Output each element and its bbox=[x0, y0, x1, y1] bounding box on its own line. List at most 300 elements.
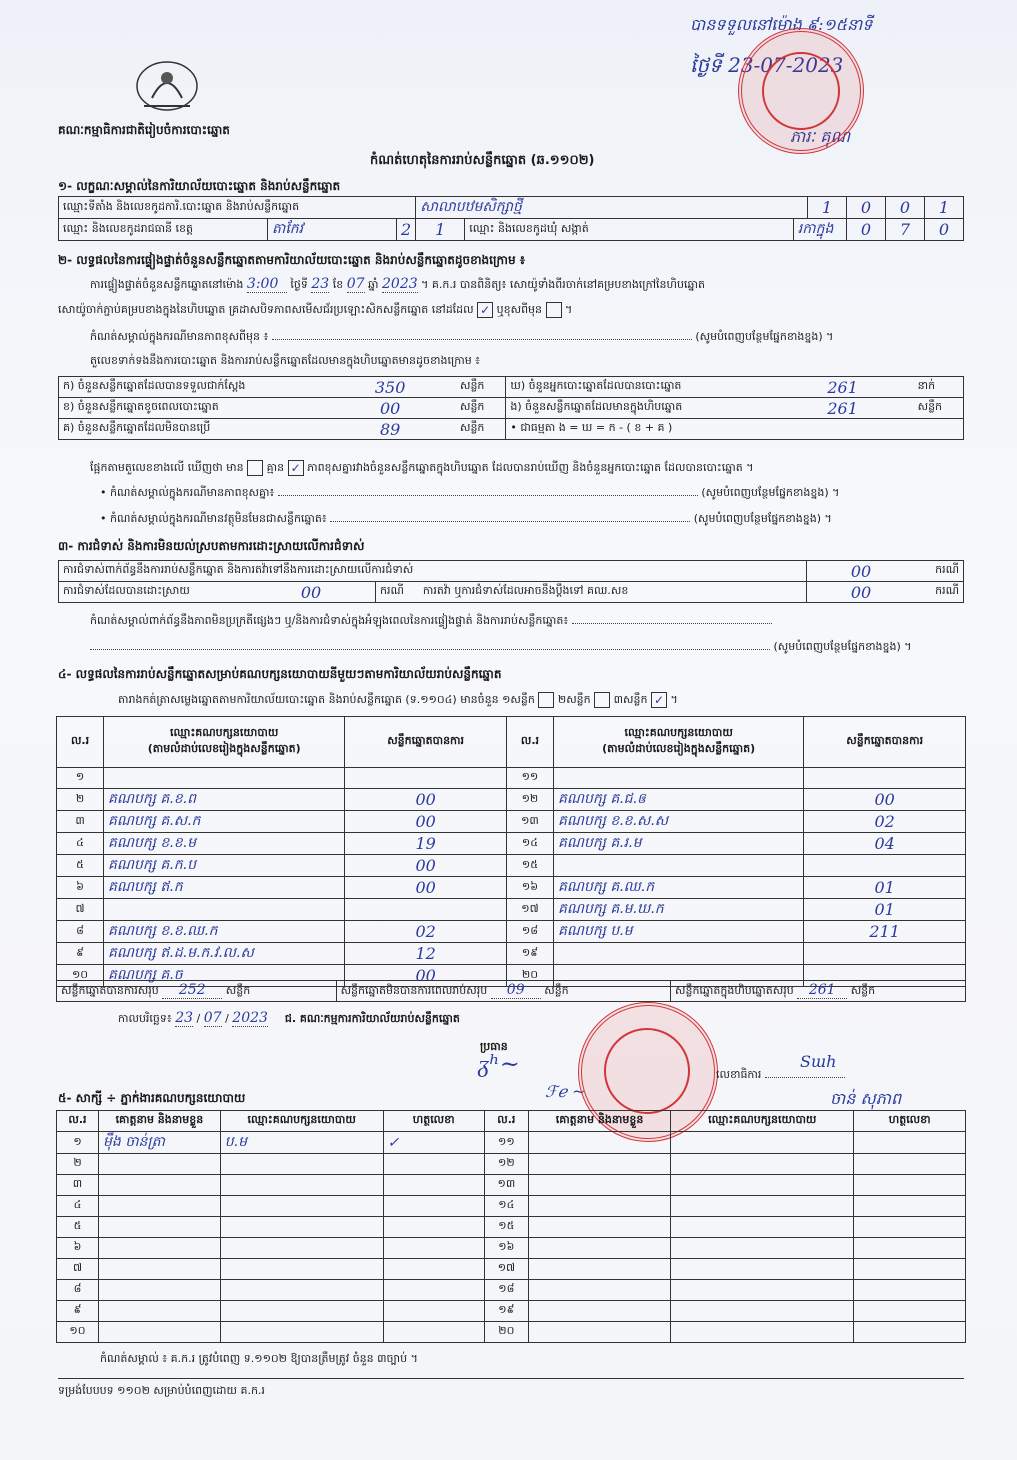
s5-row-party bbox=[220, 1280, 383, 1301]
s4-date-year: 2023 bbox=[232, 1010, 268, 1026]
s5-row-no: ១៦ bbox=[484, 1238, 528, 1259]
s3-r2b-cell bbox=[376, 582, 807, 603]
s5-col-no-right: ល.រ bbox=[484, 1111, 528, 1132]
s4-two-label: ២សន្លឹក bbox=[557, 693, 591, 706]
s2-bullet2 bbox=[100, 512, 832, 528]
s4-row-party: គណបក្ស គ.ស.ក bbox=[104, 811, 345, 833]
s4-result-row bbox=[57, 877, 966, 899]
s3-r1-unit: ករណី bbox=[915, 561, 964, 582]
committee-signature: ℱℯ ~ bbox=[545, 1082, 586, 1101]
s4-total-valid-unit: សន្លឹក bbox=[225, 984, 251, 997]
s5-row-name bbox=[98, 1175, 220, 1196]
s4-col-party-left-sub: (តាមលំដាប់លេខរៀងក្នុងសន្លឹកឆ្នោត) bbox=[147, 742, 301, 755]
secretary-signature: Sɯh bbox=[800, 1052, 837, 1071]
s2-row bbox=[59, 377, 964, 398]
s5-row-no: ៧ bbox=[57, 1259, 99, 1280]
s4-row-votes: 00 bbox=[345, 877, 507, 899]
s4-row-party: គណបក្ស គ.ច bbox=[104, 965, 345, 987]
s4-intro: តារាងកត់ត្រាសម្លេងឆ្នោតតាមការិយាល័យបោះឆ្នោត និងរាប់សន្លឹកឆ្នោត (ទ.១១០៤) មានចំនួន ១សន្លឹក ២សន្លឹក ៣សន្លឹក ✓ ។ bbox=[118, 693, 678, 707]
s1-title: ១- លក្ខណៈសម្គាល់នៃការិយាល័យបោះឆ្នោត និងរាប់សន្លឹកឆ្នោត bbox=[58, 179, 341, 193]
s4-row-votes: 00 bbox=[345, 789, 507, 811]
s5-row-party bbox=[671, 1217, 854, 1238]
s4-totals-table bbox=[56, 980, 966, 1002]
s2-row bbox=[59, 419, 964, 440]
s4-row-votes: 01 bbox=[804, 899, 966, 921]
s5-row-name bbox=[528, 1132, 670, 1154]
s4-row-no: ១៨ bbox=[506, 921, 553, 943]
s5-row-no: ៨ bbox=[57, 1280, 99, 1301]
s5-witness-row bbox=[57, 1132, 966, 1154]
s5-row-signature bbox=[383, 1238, 484, 1259]
official-seal-top bbox=[738, 28, 864, 154]
s4-title: ៤- លទ្ធផលនៃការរាប់សន្លឹកឆ្នោតសម្រាប់គណបក្សនយោបាយនីមួយៗតាមការិយាល័យរាប់សន្លឹកឆ្នោត bbox=[58, 667, 502, 681]
s5-row-no: ១១ bbox=[484, 1132, 528, 1154]
s5-row-no: ១៥ bbox=[484, 1217, 528, 1238]
s5-col-name-left: គោត្តនាម និងនាមខ្លួន bbox=[98, 1111, 220, 1132]
s2-row-a-unit: សន្លឹក bbox=[456, 377, 506, 398]
s5-row-name bbox=[98, 1217, 220, 1238]
s5-row-signature bbox=[383, 1217, 484, 1238]
s5-row-name bbox=[98, 1301, 220, 1322]
s1-row1-label: ឈ្មោះទីតាំង និងលេខកូដការិ.បោះឆ្នោត និងរាប់សន្លឹកឆ្នោត bbox=[59, 197, 416, 219]
s1-table bbox=[58, 196, 964, 241]
s5-col-sig-left: ហត្ថលេខា bbox=[383, 1111, 484, 1132]
s3-r2a-value: 00 bbox=[247, 582, 376, 603]
s5-row-party bbox=[671, 1132, 854, 1154]
s4-row-party: គណបក្ស ឥ.ក bbox=[104, 877, 345, 899]
s5-row-signature bbox=[383, 1154, 484, 1175]
s5-row-signature bbox=[383, 1322, 484, 1343]
changed-checkbox[interactable] bbox=[546, 302, 562, 318]
s4-row-party: គណបក្ស ខ.ខ.ស.ស bbox=[553, 811, 803, 833]
s1-row2-value2: រកាក្នុង bbox=[793, 219, 846, 241]
s2-fill-more-2: (សូមបំពេញបន្ថែមផ្នែកខាងខ្នង) ។ bbox=[701, 486, 840, 499]
s5-row-name bbox=[528, 1238, 670, 1259]
s2-check-label: ផ្អែកតាមតួលេខខាងលើ ឃើញថា មាន bbox=[90, 461, 244, 474]
s2-title: ២- លទ្ធផលនៃការផ្ទៀងផ្ទាត់ចំនួនសន្លឹកឆ្នោតតាមការិយាល័យបោះឆ្នោត និងរាប់សន្លឹកឆ្នោតដូចខាងក្រោម ៖ bbox=[58, 253, 526, 267]
s4-date-day: 23 bbox=[175, 1010, 194, 1026]
s4-result-row bbox=[57, 789, 966, 811]
s1-row2-code-1: 2 bbox=[397, 219, 416, 241]
s3-title: ៣- ការជំទាស់ និងការមិនយល់ស្របតាមការដោះស្រាយលើការជំទាស់ bbox=[58, 539, 365, 553]
s5-col-no-left: ល.រ bbox=[57, 1111, 99, 1132]
s2-text-or: ឬខុសពីមុន bbox=[496, 303, 543, 316]
s1-row2-code2-3: 0 bbox=[925, 219, 964, 241]
s5-witness-row bbox=[57, 1196, 966, 1217]
s5-row-party bbox=[220, 1196, 383, 1217]
form-footer: ទម្រង់បែបបទ ១១០២ សម្រាប់បំពេញដោយ គ.ក.រ bbox=[58, 1384, 265, 1397]
s5-row-no: ២ bbox=[57, 1154, 99, 1175]
s4-result-row bbox=[57, 855, 966, 877]
s2-row-b-value: 00 bbox=[324, 398, 456, 419]
s4-total-invalid bbox=[336, 981, 670, 1002]
s5-row-signature bbox=[854, 1154, 966, 1175]
s5-row-party: ប.ម bbox=[220, 1132, 383, 1154]
s2-row-a-value: 350 bbox=[324, 377, 456, 398]
s4-results-table bbox=[56, 716, 966, 987]
s4-row-no: ១៤ bbox=[506, 833, 553, 855]
s5-row-no: ១ bbox=[57, 1132, 99, 1154]
s4-date-label: កាលបរិច្ឆេទ៖ bbox=[118, 1012, 172, 1025]
s2-bullet1-label: • កំណត់សម្គាល់ក្នុងករណីមានភាពខុសគ្នា៖ bbox=[100, 486, 275, 499]
s4-row-votes bbox=[804, 768, 966, 789]
s2-text-a: ការផ្ទៀងផ្ទាត់ចំនួនសន្លឹកឆ្នោតនៅម៉ោង bbox=[90, 278, 244, 291]
s4-row-party: គណបក្ស ខ.ខ.ម bbox=[104, 833, 345, 855]
s5-row-signature bbox=[854, 1196, 966, 1217]
s3-r1-label: ការជំទាស់ពាក់ព័ន្ធនឹងការរាប់សន្លឹកឆ្នោត និងការតវ៉ាទៅនឹងការដោះស្រាយលើការជំទាស់ bbox=[59, 561, 807, 582]
s5-witness-row bbox=[57, 1301, 966, 1322]
two-sheet-checkbox[interactable] bbox=[594, 692, 610, 708]
s5-row-signature bbox=[383, 1175, 484, 1196]
s4-total-invalid-label: សន្លឹកឆ្នោតមិនបានការពេលរាប់សរុប bbox=[340, 984, 488, 997]
s5-row-no: ១០ bbox=[57, 1322, 99, 1343]
s3-r2b-unit: ករណី bbox=[915, 582, 964, 603]
s2-month: 07 bbox=[346, 276, 365, 292]
s5-row-signature bbox=[383, 1259, 484, 1280]
s5-col-sig-right: ហត្ថលេខា bbox=[854, 1111, 966, 1132]
s4-result-row bbox=[57, 943, 966, 965]
s4-row-no: ១៦ bbox=[506, 877, 553, 899]
s1-row2-code2-2: 7 bbox=[886, 219, 925, 241]
s1-row1-code-1: 1 bbox=[808, 197, 847, 219]
s5-row-no: ១៩ bbox=[484, 1301, 528, 1322]
s3-fill-more-line bbox=[90, 640, 912, 656]
s4-committee: ជ. គណៈកម្មការការិយាល័យរាប់សន្លឹកឆ្នោត bbox=[284, 1012, 460, 1025]
doc-title: កំណត់ហេតុនៃការរាប់សន្លឹកឆ្នោត (ឆ.១១០២) bbox=[370, 153, 595, 168]
s2-text-p2: សោយ៉ូចាក់ភ្ជាប់គម្របខាងក្នុងនៃហិបឆ្នោត គ្រដាសបិទភាពសមើសជ័រប្រឡោះសិកសន្លឹកឆ្នោត នៅដដែល bbox=[58, 303, 474, 316]
s2-formula: • ជាធម្មតា ង = ឃ = ក - ( ខ + គ ) bbox=[506, 419, 964, 440]
s4-row-votes bbox=[345, 899, 507, 921]
s2-row-e-unit: សន្លឹក bbox=[914, 398, 964, 419]
s3-r2b-label: ការតវ៉ា ឬការជំទាស់ដែលអាចនឹងប្តឹងទៅ គឈ.សខ bbox=[422, 584, 629, 597]
s2-text-b: ថ្ងៃទី bbox=[290, 278, 308, 291]
s4-row-party: គណបក្ស គ.ម.ឃ.ក bbox=[553, 899, 803, 921]
s2-row-b-label: ខ) ចំនួនសន្លឹកឆ្នោតខូចពេលបោះឆ្នោត bbox=[59, 398, 325, 419]
s2-row-d-label: ឃ) ចំនួនអ្នកបោះឆ្នោតដែលបានបោះឆ្នោត bbox=[506, 377, 772, 398]
s5-witness-row bbox=[57, 1238, 966, 1259]
s4-col-party-left bbox=[104, 717, 345, 768]
s5-row-no: ១៣ bbox=[484, 1175, 528, 1196]
s2-note1-label: កំណត់សម្គាល់ក្នុងករណីមានភាពខុសពីមុន ៖ bbox=[90, 330, 269, 343]
s4-col-party-right-sub: (តាមលំដាប់លេខរៀងក្នុងសន្លឹកឆ្នោត) bbox=[602, 742, 756, 755]
s4-result-row bbox=[57, 811, 966, 833]
s5-row-no: ១៤ bbox=[484, 1196, 528, 1217]
s2-row-c-unit: សន្លឹក bbox=[456, 419, 506, 440]
s4-row-no: ៨ bbox=[57, 921, 104, 943]
s4-row-no: ១១ bbox=[506, 768, 553, 789]
s4-col-no-left: ល.រ bbox=[57, 717, 104, 768]
s4-row-party: គណបក្ស គ.ខ.ព bbox=[104, 789, 345, 811]
s4-row-votes: 04 bbox=[804, 833, 966, 855]
s2-row-e-value: 261 bbox=[772, 398, 914, 419]
s5-row-name bbox=[528, 1280, 670, 1301]
s4-row-party: គណបក្ស ប.ម bbox=[553, 921, 803, 943]
s5-row-signature bbox=[854, 1217, 966, 1238]
s2-seal-line: សោយ៉ូចាក់ភ្ជាប់គម្របខាងក្នុងនៃហិបឆ្នោត គ្រដាសបិទភាពសមើសជ័រប្រឡោះសិកសន្លឹកឆ្នោត នៅដដែល ✓ ឬខុសពីមុន ។ bbox=[58, 303, 573, 317]
s5-row-signature bbox=[854, 1259, 966, 1280]
s2-text-e: ។ គ.ក.រ បានពិនិត្យ៖ សោយ៉ូទាំងពីរចាក់នៅគម្របខាងក្រៅនៃហិបឆ្នោត bbox=[421, 278, 705, 291]
s4-col-votes-right: សន្លឹកឆ្នោតបានការ bbox=[804, 717, 966, 768]
s4-three-label: ៣សន្លឹក bbox=[613, 693, 648, 706]
s5-witness-row bbox=[57, 1217, 966, 1238]
s4-row-votes bbox=[345, 768, 507, 789]
s2-row-e-label: ង) ចំនួនសន្លឹកឆ្នោតដែលមានក្នុងហិបឆ្នោត bbox=[506, 398, 772, 419]
s5-row-no: ៥ bbox=[57, 1217, 99, 1238]
s4-col-no-right: ល.រ bbox=[506, 717, 553, 768]
s2-check-rest: ភាពខុសគ្នារវាងចំនួនសន្លឹកឆ្នោតក្នុងហិបឆ្នោត ដែលបានរាប់ឃើញ និងចំនួនអ្នកបោះឆ្នោត ដែលបានបោះឆ្នោត ។ bbox=[307, 461, 754, 474]
received-signature: ភារៈ គុណ bbox=[790, 127, 850, 146]
s2-row-d-unit: នាក់ bbox=[914, 377, 964, 398]
s5-row-party bbox=[220, 1301, 383, 1322]
s3-fill-more: (សូមបំពេញបន្ថែមផ្នែកខាងខ្នង) ។ bbox=[773, 640, 912, 653]
s1-row1-value: សាលាបឋមសិក្សាថ្មី bbox=[416, 197, 808, 219]
secretary-label: លេខាធិការ bbox=[716, 1068, 762, 1081]
s5-row-party bbox=[220, 1217, 383, 1238]
s5-row-name bbox=[98, 1280, 220, 1301]
s4-total-invalid-unit: សន្លឹក bbox=[544, 984, 569, 997]
s1-row1-code-4: 1 bbox=[925, 197, 964, 219]
s5-row-signature bbox=[383, 1280, 484, 1301]
s2-year: 2023 bbox=[382, 276, 418, 292]
s5-col-name-right: គោត្តនាម និងនាមខ្លួន bbox=[528, 1111, 670, 1132]
chair-label: ប្រធាន bbox=[480, 1040, 508, 1053]
s2-row-c-value: 89 bbox=[324, 419, 456, 440]
s4-row-votes: 00 bbox=[804, 789, 966, 811]
s4-row-party: គណបក្ស គ.ក.ប bbox=[104, 855, 345, 877]
s4-row-votes: 00 bbox=[345, 965, 507, 987]
s5-row-name: ម៉ឹង ចាន់ត្រា bbox=[98, 1132, 220, 1154]
s4-date-month: 07 bbox=[203, 1010, 222, 1026]
difference-yes-checkbox[interactable] bbox=[247, 460, 263, 476]
s4-row-party: គណបក្ស គ.ជ.ឲ bbox=[553, 789, 803, 811]
s5-row-signature: ✓ bbox=[383, 1132, 484, 1154]
s2-check-no-label: គ្មាន bbox=[266, 461, 285, 474]
s2-verify-line bbox=[90, 276, 705, 294]
s4-result-row bbox=[57, 768, 966, 789]
s4-row-votes: 00 bbox=[345, 855, 507, 877]
s4-total-invalid-value: 09 bbox=[491, 982, 541, 999]
s4-row-party bbox=[104, 768, 345, 789]
s5-row-name bbox=[98, 1259, 220, 1280]
chair-signature: ᵹʰ~ bbox=[478, 1050, 520, 1078]
s5-row-name bbox=[98, 1154, 220, 1175]
s4-row-party bbox=[553, 943, 803, 965]
s4-row-party: គណបក្ស ខ.ខ.ឈ.ក bbox=[104, 921, 345, 943]
s2-bullet2-label: • កំណត់សម្គាល់ក្នុងករណីមានវត្ថុមិនមែនជាសន្លឹកឆ្នោត៖ bbox=[100, 512, 327, 525]
s3-r2a-unit: ករណី bbox=[380, 584, 404, 597]
s5-row-signature bbox=[854, 1322, 966, 1343]
s4-result-row bbox=[57, 899, 966, 921]
s4-row-party: គណបក្ស គ.រ.ម bbox=[553, 833, 803, 855]
s2-intro: តួលេខទាក់ទងនឹងការបោះឆ្នោត និងការរាប់សន្លឹកឆ្នោតដែលមានក្នុងហិបឆ្នោតមានដូចខាងក្រោម ៖ bbox=[90, 354, 481, 367]
s4-total-valid bbox=[57, 981, 337, 1002]
s4-date-line: កាលបរិច្ឆេទ៖ 23 / 07 / 2023 ជ. គណៈកម្មការការិយាល័យរាប់សន្លឹកឆ្នោត bbox=[118, 1010, 460, 1026]
s4-col-party-right bbox=[553, 717, 803, 768]
s4-row-no: ១៩ bbox=[506, 943, 553, 965]
s5-row-party bbox=[671, 1238, 854, 1259]
s5-row-no: ១៨ bbox=[484, 1280, 528, 1301]
s3-note bbox=[90, 614, 772, 630]
s5-row-party bbox=[671, 1280, 854, 1301]
s2-text-c: ខែ bbox=[332, 278, 344, 291]
s3-r2a-label: ការជំទាស់ដែលបានដោះស្រាយ bbox=[59, 582, 248, 603]
s4-row-no: ៤ bbox=[57, 833, 104, 855]
footer-divider bbox=[58, 1378, 964, 1379]
s5-row-no: ៦ bbox=[57, 1238, 99, 1259]
s5-row-name bbox=[528, 1175, 670, 1196]
one-sheet-checkbox[interactable] bbox=[538, 692, 554, 708]
s4-row-no: ៦ bbox=[57, 877, 104, 899]
s5-row-name bbox=[98, 1196, 220, 1217]
s5-witness-row bbox=[57, 1154, 966, 1175]
three-sheet-checkbox[interactable]: ✓ bbox=[651, 692, 667, 708]
s4-row-votes: 19 bbox=[345, 833, 507, 855]
s5-row-party bbox=[220, 1259, 383, 1280]
s4-row-votes: 01 bbox=[804, 877, 966, 899]
s5-row-signature bbox=[854, 1132, 966, 1154]
s5-row-name bbox=[528, 1196, 670, 1217]
s5-witness-row bbox=[57, 1259, 966, 1280]
s4-result-row bbox=[57, 921, 966, 943]
s2-text-d: ឆ្នាំ bbox=[368, 278, 379, 291]
s4-col-votes-left: សន្លឹកឆ្នោតបានការ bbox=[345, 717, 507, 768]
same-checkbox[interactable]: ✓ bbox=[477, 302, 493, 318]
s5-row-party bbox=[671, 1259, 854, 1280]
s4-row-no: ៣ bbox=[57, 811, 104, 833]
s2-row-b-unit: សន្លឹក bbox=[456, 398, 506, 419]
s1-row1-code-2: 0 bbox=[847, 197, 886, 219]
s2-row bbox=[59, 398, 964, 419]
s4-total-valid-label: សន្លឹកឆ្នោតបានការសរុប bbox=[61, 984, 159, 997]
s5-row-no: ៩ bbox=[57, 1301, 99, 1322]
s5-col-party-right: ឈ្មោះគណបក្សនយោបាយ bbox=[671, 1111, 854, 1132]
s5-row-party bbox=[220, 1322, 383, 1343]
s4-row-votes bbox=[804, 943, 966, 965]
s5-row-no: ៣ bbox=[57, 1175, 99, 1196]
s5-witness-row bbox=[57, 1322, 966, 1343]
s4-row-no: ២ bbox=[57, 789, 104, 811]
s4-row-no: ៧ bbox=[57, 899, 104, 921]
s4-col-party-left-title: ឈ្មោះគណបក្សនយោបាយ bbox=[170, 726, 279, 739]
difference-no-checkbox[interactable]: ✓ bbox=[288, 460, 304, 476]
s5-title: ៥- សាក្សី ÷ ភ្នាក់ងារគណបក្សនយោបាយ bbox=[58, 1091, 246, 1105]
s5-row-no: ២០ bbox=[484, 1322, 528, 1343]
s4-col-party-right-title: ឈ្មោះគណបក្សនយោបាយ bbox=[624, 726, 733, 739]
nec-logo bbox=[132, 58, 202, 118]
s5-row-party bbox=[671, 1175, 854, 1196]
s5-col-party-left: ឈ្មោះគណបក្សនយោបាយ bbox=[220, 1111, 383, 1132]
s1-row2-label2: ឈ្មោះ និងលេខកូដឃុំ សង្កាត់ bbox=[465, 219, 794, 241]
s5-row-party bbox=[671, 1301, 854, 1322]
s2-figures-table bbox=[58, 376, 964, 440]
s5-row-name bbox=[98, 1238, 220, 1259]
s2-fill-more-1: (សូមបំពេញបន្ថែមផ្នែកខាងខ្នង) ។ bbox=[695, 330, 834, 343]
s3-table bbox=[58, 560, 964, 603]
secretary-name: ចាន់ សុភាព bbox=[830, 1089, 902, 1108]
s3-r2b-value: 00 bbox=[807, 582, 916, 603]
s4-row-votes: 02 bbox=[804, 811, 966, 833]
received-note-line2: ថ្ងៃទី 23-07-2023 bbox=[690, 53, 844, 77]
s4-intro-text: តារាងកត់ត្រាសម្លេងឆ្នោតតាមការិយាល័យបោះឆ្នោត និងរាប់សន្លឹកឆ្នោត (ទ.១១០៤) មានចំនួន ១សន្លឹក bbox=[118, 693, 535, 706]
s5-row-name bbox=[528, 1322, 670, 1343]
s2-row-d-value: 261 bbox=[772, 377, 914, 398]
s4-row-votes: 12 bbox=[345, 943, 507, 965]
s5-note: កំណត់សម្គាល់ ៖ គ.ក.រ ត្រូវបំពេញ ទ.១១០២ ឱ្យបានត្រឹមត្រូវ ចំនួន ៣ច្បាប់ ។ bbox=[100, 1352, 418, 1365]
s5-row-signature bbox=[854, 1175, 966, 1196]
s5-row-no: ១២ bbox=[484, 1154, 528, 1175]
s5-row-name bbox=[528, 1154, 670, 1175]
s2-day: 23 bbox=[311, 276, 330, 292]
s1-row2-value: តាកែវ bbox=[268, 219, 397, 241]
received-note-line1: បានទទួលនៅម៉ោង ៩:១៥នាទី bbox=[690, 15, 873, 34]
s4-total-valid-value: 252 bbox=[162, 982, 222, 999]
s4-total-box bbox=[670, 981, 965, 1002]
s5-witness-row bbox=[57, 1280, 966, 1301]
s5-row-party bbox=[671, 1196, 854, 1217]
s5-row-signature bbox=[854, 1280, 966, 1301]
s4-row-no: ១៥ bbox=[506, 855, 553, 877]
s4-row-no: ៩ bbox=[57, 943, 104, 965]
s1-row1-code-3: 0 bbox=[886, 197, 925, 219]
s5-witness-row bbox=[57, 1175, 966, 1196]
s4-row-party bbox=[553, 768, 803, 789]
s4-result-row bbox=[57, 833, 966, 855]
s5-row-no: ៤ bbox=[57, 1196, 99, 1217]
s4-row-party bbox=[104, 899, 345, 921]
s2-check-line bbox=[90, 460, 753, 477]
s4-row-party: គណបក្ស គ.ឈ.ក bbox=[553, 877, 803, 899]
s2-bullet1 bbox=[100, 486, 839, 502]
s5-row-name bbox=[528, 1259, 670, 1280]
s4-total-box-unit: សន្លឹក bbox=[850, 984, 876, 997]
s1-row2-code2-1: 0 bbox=[847, 219, 886, 241]
s4-row-votes: 211 bbox=[804, 921, 966, 943]
s4-row-votes bbox=[804, 855, 966, 877]
s4-row-party: គណបក្ស ឥ.ដ.ម.ក.វ.ល.ស bbox=[104, 943, 345, 965]
s5-row-party bbox=[671, 1322, 854, 1343]
s2-row-c-label: គ) ចំនួនសន្លឹកឆ្នោតដែលមិនបានប្រើ bbox=[59, 419, 325, 440]
s2-fill-more-3: (សូមបំពេញបន្ថែមផ្នែកខាងខ្នង) ។ bbox=[693, 512, 832, 525]
s5-row-name bbox=[528, 1217, 670, 1238]
s5-row-signature bbox=[383, 1196, 484, 1217]
s4-total-box-label: សន្លឹកឆ្នោតក្នុងហិបឆ្នោតសរុប bbox=[674, 984, 794, 997]
s5-row-signature bbox=[383, 1301, 484, 1322]
s2-note1 bbox=[90, 330, 966, 346]
s4-total-box-value: 261 bbox=[797, 982, 847, 999]
s4-row-no: ១៣ bbox=[506, 811, 553, 833]
s4-row-no: ១២ bbox=[506, 789, 553, 811]
s5-row-name bbox=[98, 1322, 220, 1343]
s4-row-no: ១ bbox=[57, 768, 104, 789]
s4-row-party bbox=[553, 855, 803, 877]
s2-row-a-label: ក) ចំនួនសន្លឹកឆ្នោតដែលបានទទួលជាក់ស្តែង bbox=[59, 377, 325, 398]
s4-row-votes: 00 bbox=[345, 811, 507, 833]
s5-row-name bbox=[528, 1301, 670, 1322]
s5-row-party bbox=[220, 1175, 383, 1196]
s1-row2-code-2: 1 bbox=[416, 219, 465, 241]
s5-row-signature bbox=[854, 1301, 966, 1322]
s5-row-signature bbox=[854, 1238, 966, 1259]
s4-row-no: ១៧ bbox=[506, 899, 553, 921]
s5-row-party bbox=[220, 1154, 383, 1175]
s2-time: 3:00 bbox=[247, 276, 287, 293]
s5-row-party bbox=[220, 1238, 383, 1259]
s5-row-no: ១៧ bbox=[484, 1259, 528, 1280]
s4-row-no: ១០ bbox=[57, 965, 104, 987]
s1-row2-label: ឈ្មោះ និងលេខកូដរាជធានី ខេត្ត bbox=[59, 219, 268, 241]
s5-witness-table bbox=[56, 1110, 966, 1343]
s5-row-party bbox=[671, 1154, 854, 1175]
